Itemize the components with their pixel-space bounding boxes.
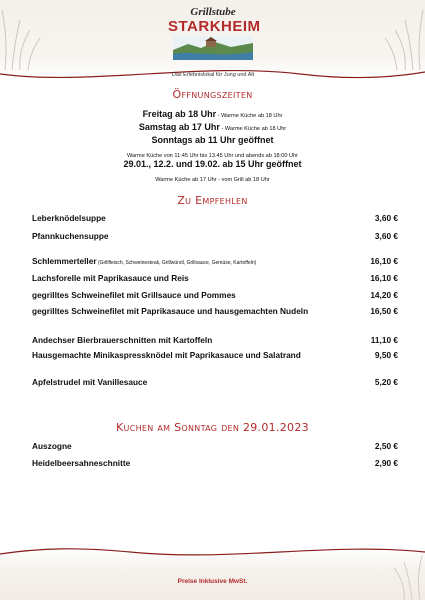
logo-top-text: Grillstube [190, 6, 236, 18]
item-price: 14,20 € [370, 290, 398, 300]
item-name: Lachsforelle mit Paprikasauce und Reis [32, 273, 189, 283]
hours-line: Warme Küche von 11:45 Uhr bis 13.45 Uhr und abends ab 18:00 Uhr [126, 153, 299, 159]
item-price: 9,50 € [374, 350, 398, 360]
hours-line: Sonntags ab 11 Uhr geöffnet [151, 135, 274, 145]
landscape-icon [173, 36, 253, 60]
item-name: gegrilltes Schweinefilet mit Grillsauce und Pommes [32, 290, 236, 300]
item-price: 11,10 € [370, 335, 398, 345]
grass-right-icon [365, 0, 425, 70]
item-price: 2,90 € [374, 458, 398, 468]
hours-line: Freitag ab 18 Uhr - Warme Küche ab 18 Uhr [142, 109, 283, 119]
item-name: Andechser Bierbrauerschnitten mit Kartoffeln [32, 335, 213, 345]
footer-note: Preise Inklusive MwSt. [177, 578, 248, 585]
item-name: Schlemmerteller [32, 256, 97, 266]
item-name: gegrilltes Schweinefilet mit Paprikasauce und hausgemachten Nudeln [32, 306, 309, 316]
item-price: 3,60 € [374, 213, 398, 223]
hours-line: Samstag ab 17 Uhr - Warme Küche ab 18 Uhr [138, 122, 287, 132]
hours-line: Warme Küche ab 17 Uhr - vom Grill ab 18 Uhr [155, 177, 270, 183]
hours-line: 29.01., 12.2. und 19.02. ab 15 Uhr geöffnet [123, 159, 302, 169]
cake-title: Kuchen am Sonntag den 29.01.2023 [116, 421, 309, 434]
recommend-title: Zu Empfehlen [177, 194, 248, 207]
item-name: Leberknödelsuppe [32, 213, 106, 223]
item-price: 16,10 € [370, 256, 398, 266]
item-price: 16,10 € [370, 273, 398, 283]
item-price: 2,50 € [374, 441, 398, 451]
grass-left-icon [0, 0, 60, 70]
logo-main-text: STARKHEIM [168, 18, 261, 35]
logo [168, 6, 261, 70]
item-price: 3,60 € [374, 231, 398, 241]
item-name: Apfelstrudel mit Vanillesauce [32, 377, 148, 387]
grass-bottom-icon [360, 548, 425, 600]
item-name: Pfannkuchensuppe [32, 231, 109, 241]
item-name: Auszogne [32, 441, 72, 451]
item-note: (Grillfleisch, Schweinesteak, Grillwürstl, Grillsauce, Gemüse, Kartoffeln) [96, 260, 257, 266]
item-name: Hausgemachte Minikaspressknödel mit Paprikasauce und Salatrand [32, 350, 301, 360]
item-price: 16,50 € [370, 306, 398, 316]
tagline: Das Erlebnislokal für Jung und Alt [171, 72, 255, 78]
hours-title: Öffnungszeiten [172, 88, 253, 101]
item-name: Heidelbeersahneschnitte [32, 458, 131, 468]
item-price: 5,20 € [374, 377, 398, 387]
